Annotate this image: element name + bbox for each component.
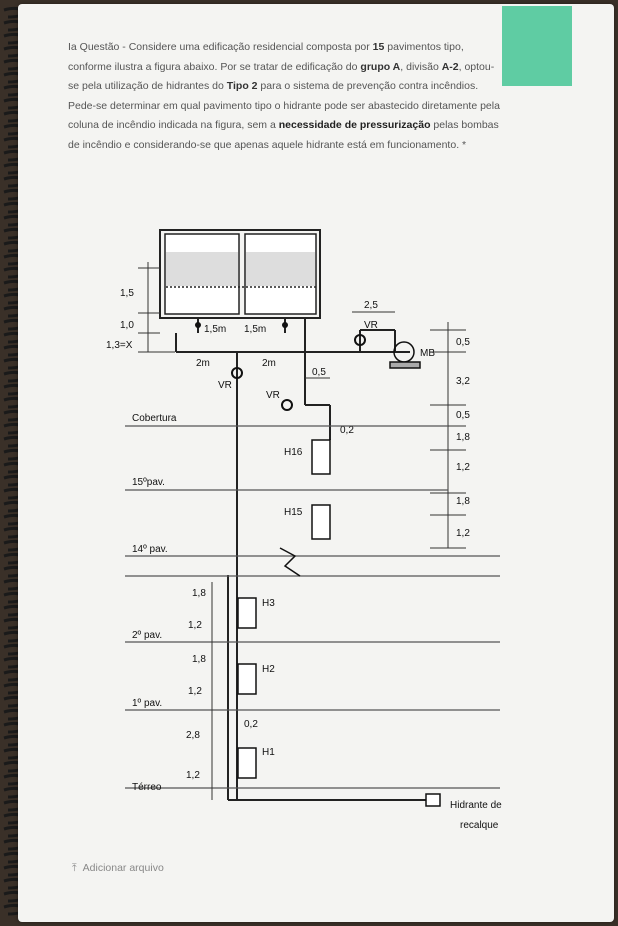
hydrant-h16: H16 (284, 447, 303, 458)
dim-2-5: 2,5 (364, 300, 378, 311)
dim-l-1-8: 1,8 (192, 588, 206, 599)
dim-l-1-8b: 1,8 (192, 654, 206, 665)
recalque-label-2: recalque (460, 820, 499, 831)
dim-r-1-2b: 1,2 (456, 528, 470, 539)
floor-2: 2º pav. (132, 630, 163, 641)
pump-mb: MB (420, 348, 435, 359)
upload-icon: ⤒ (72, 862, 77, 874)
hydrant-h15: H15 (284, 507, 303, 518)
dim-r-3-2: 3,2 (456, 376, 470, 387)
dim-1-0: 1,0 (120, 320, 134, 331)
dim-r-1-8: 1,8 (456, 432, 470, 443)
floor-14: 14º pav. (132, 544, 168, 555)
recalque-label-1: Hidrante de (450, 800, 502, 811)
recalque-box (426, 794, 440, 806)
dim-0-5: 0,5 (312, 367, 326, 378)
dim-r-1-8b: 1,8 (456, 496, 470, 507)
dim-l-2-8: 2,8 (186, 730, 200, 741)
floor-1: 1º pav. (132, 698, 163, 709)
floor-terreo: Térreo (132, 782, 162, 793)
dim-1-5m-a: 1,5m (204, 324, 227, 335)
hydrant-h2: H2 (262, 664, 275, 675)
floor-15: 15ºpav. (132, 477, 165, 488)
floor-cobertura: Cobertura (132, 413, 177, 424)
dim-l-1-2c: 1,2 (186, 770, 200, 781)
dim-0-2-top: 0,2 (340, 425, 354, 436)
valve-vr-1: VR (218, 380, 232, 391)
dim-2m-b: 2m (262, 358, 276, 369)
add-file-button[interactable]: ⤒ Adicionar arquivo (72, 862, 164, 874)
dim-2m-a: 2m (196, 358, 210, 369)
valve-vr-3: VR (364, 320, 378, 331)
hydrant-h3: H3 (262, 598, 275, 609)
hydrant-h1: H1 (262, 747, 275, 758)
dim-l-1-2b: 1,2 (188, 686, 202, 697)
dim-l-1-2: 1,2 (188, 620, 202, 631)
dim-1-5: 1,5 (120, 288, 134, 299)
valve-icon (282, 400, 292, 410)
dim-x: 1,3=X (106, 340, 133, 351)
dim-r-0-5: 0,5 (456, 337, 470, 348)
water-reservoir (160, 230, 320, 318)
dim-1-5m-b: 1,5m (244, 324, 267, 335)
dim-r-0-5b: 0,5 (456, 410, 470, 421)
question-text: Ia Questão - Considere uma edificação residencial composta por 15 pavimentos tipo, conforme ilustra a figura abaixo. Por se tratar de edificação do grupo A, divisão A-2, optou-se pela utilização de hidrantes do Tipo 2 para o sistema de prevenção contra incêndios. Pede-se determinar em qual pavimento tipo o hidrante pode ser abastecido diretamente pela coluna de incêndio indicada na figura, sem a necessidade de pressurização pelas bombas de incêndio e considerando-se que apenas aquele hidrante está em funcionamento. * (68, 41, 500, 151)
valve-vr-2: VR (266, 390, 280, 401)
dim-0-2-bottom: 0,2 (244, 719, 258, 730)
dim-r-1-2: 1,2 (456, 462, 470, 473)
